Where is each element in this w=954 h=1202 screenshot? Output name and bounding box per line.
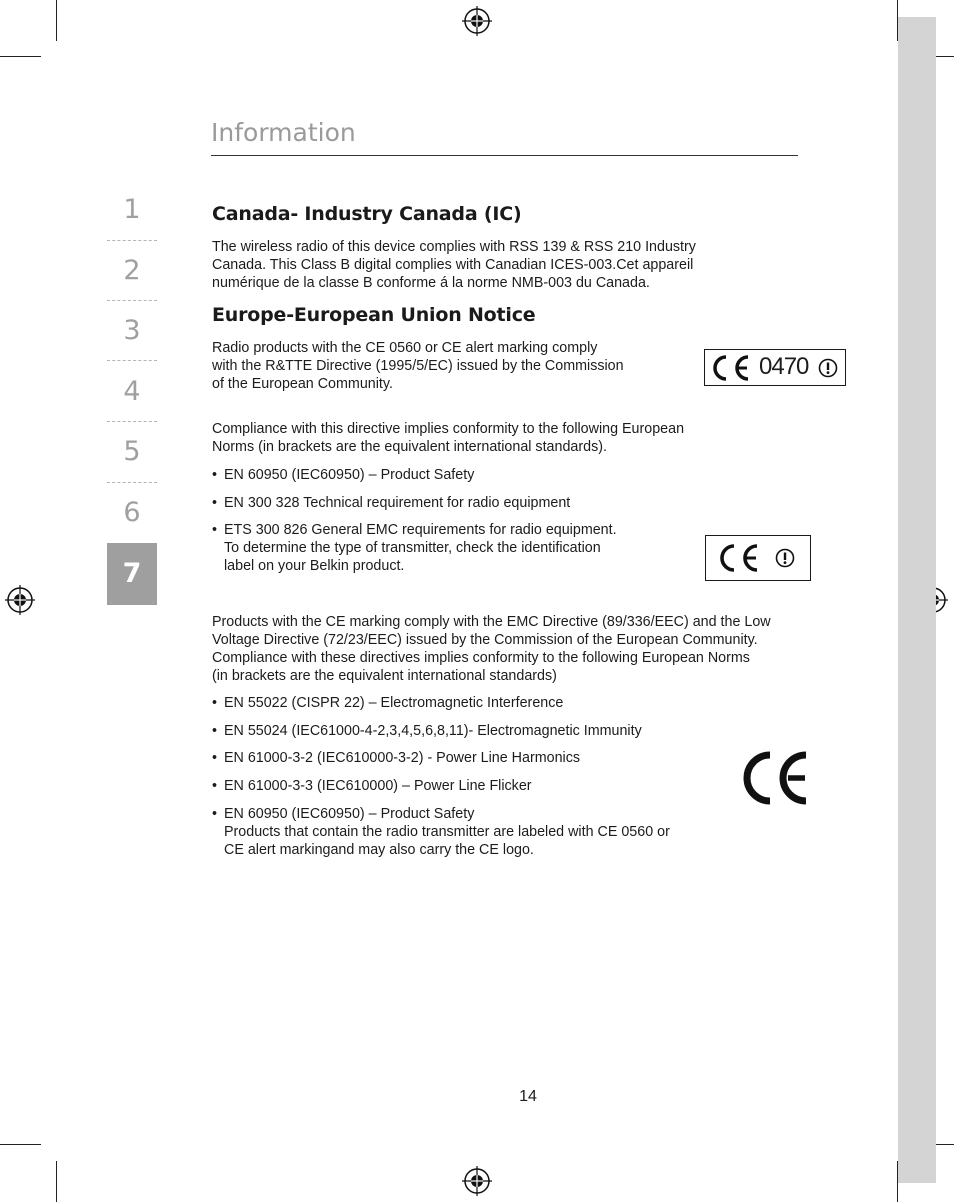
text-line: Products with the CE marking comply with the EMC Directive (89/336/EEC) and the Low — [212, 614, 771, 630]
ce-mark-icon — [740, 748, 810, 808]
text-line: Norms (in brackets are the equivalent international standards). — [212, 439, 607, 455]
crop-mark — [56, 0, 57, 41]
text-line: Voltage Directive (72/23/EEC) issued by the Commission of the European Community. — [212, 632, 758, 648]
bullet-icon: • — [212, 467, 218, 483]
ce-notified-body-number: 0470 — [759, 353, 809, 380]
text-line: Compliance with this directive implies conformity to the following European — [212, 421, 685, 437]
chapter-tab-6[interactable]: 6 — [123, 497, 141, 528]
list-item-text: To determine the type of transmitter, check the identification — [224, 540, 601, 556]
bullet-icon: • — [212, 723, 218, 739]
chapter-divider — [107, 482, 157, 485]
chapter-divider — [107, 421, 157, 424]
ce-alert-label — [705, 535, 811, 581]
list-item-text: EN 300 328 Technical requirement for radio equipment — [224, 495, 571, 511]
chapter-tab-2[interactable]: 2 — [123, 255, 141, 286]
list-item-text: ETS 300 826 General EMC requirements for radio equipment. — [224, 522, 617, 538]
chapter-divider — [107, 360, 157, 363]
registration-mark-icon — [5, 585, 35, 615]
chapter-tab-7-active[interactable]: 7 — [107, 543, 157, 605]
europe-heading: Europe-European Union Notice — [212, 304, 536, 326]
text-line: (in brackets are the equivalent international standards) — [212, 668, 557, 684]
text-line: of the European Community. — [212, 376, 393, 392]
canada-heading: Canada- Industry Canada (IC) — [212, 203, 522, 225]
list-item-text: EN 60950 (IEC60950) – Product Safety — [224, 806, 475, 822]
text-line: The wireless radio of this device complies with RSS 139 & RSS 210 Industry — [212, 239, 696, 255]
chapter-tab-4[interactable]: 4 — [123, 376, 141, 407]
ce-mark-icon — [708, 353, 752, 383]
emc-paragraph — [212, 613, 771, 685]
list-item-text: Products that contain the radio transmitter are labeled with CE 0560 or — [224, 824, 670, 840]
chapter-tab-3[interactable]: 3 — [123, 315, 141, 346]
text-line: Radio products with the CE 0560 or CE alert marking comply — [212, 340, 598, 356]
chapter-tab-1[interactable]: 1 — [123, 194, 141, 225]
chapter-divider — [107, 240, 157, 243]
bullet-icon: • — [212, 495, 218, 511]
bullet-icon: • — [212, 778, 218, 794]
crop-mark — [56, 1161, 57, 1202]
ce-mark-icon — [716, 542, 760, 574]
page-title: Information — [211, 118, 356, 147]
crop-mark — [0, 56, 41, 57]
text-line: Canada. This Class B digital complies with Canadian ICES-003.Cet appareil — [212, 257, 694, 273]
ce-0470-alert-label — [704, 349, 846, 386]
right-margin-bar — [898, 17, 936, 1183]
text-line: Compliance with these directives implies conformity to the following European Norms — [212, 650, 750, 666]
list-item-text: EN 61000-3-3 (IEC610000) – Power Line Flicker — [224, 778, 532, 794]
list-item-text: EN 60950 (IEC60950) – Product Safety — [224, 467, 475, 483]
bullet-icon: • — [212, 695, 218, 711]
bullet-icon: • — [212, 522, 218, 538]
crop-mark — [0, 1144, 41, 1145]
europe-intro-paragraph — [212, 339, 624, 393]
registration-mark-icon — [462, 6, 492, 36]
bullet-icon: • — [212, 750, 218, 766]
text-line: numérique de la classe B conforme á la norme NMB-003 du Canada. — [212, 275, 650, 291]
page-number: 14 — [519, 1088, 537, 1105]
alert-icon — [818, 358, 838, 378]
bullet-icon: • — [212, 806, 218, 822]
list-item-text: CE alert markingand may also carry the CE logo. — [224, 842, 534, 858]
list-item-text: EN 55022 (CISPR 22) – Electromagnetic Interference — [224, 695, 564, 711]
list-item-text: EN 55024 (IEC61000-4-2,3,4,5,6,8,11)- Electromagnetic Immunity — [224, 723, 642, 739]
list-item-text: EN 61000-3-2 (IEC610000-3-2) - Power Line Harmonics — [224, 750, 580, 766]
title-underline — [211, 155, 798, 156]
canada-paragraph — [212, 238, 696, 292]
registration-mark-icon — [462, 1166, 492, 1196]
alert-icon — [775, 548, 795, 568]
list-item-text: label on your Belkin product. — [224, 558, 405, 574]
compliance-paragraph — [212, 420, 684, 456]
chapter-tab-5[interactable]: 5 — [123, 436, 141, 467]
text-line: with the R&TTE Directive (1995/5/EC) issued by the Commission — [212, 358, 624, 374]
chapter-divider — [107, 300, 157, 303]
